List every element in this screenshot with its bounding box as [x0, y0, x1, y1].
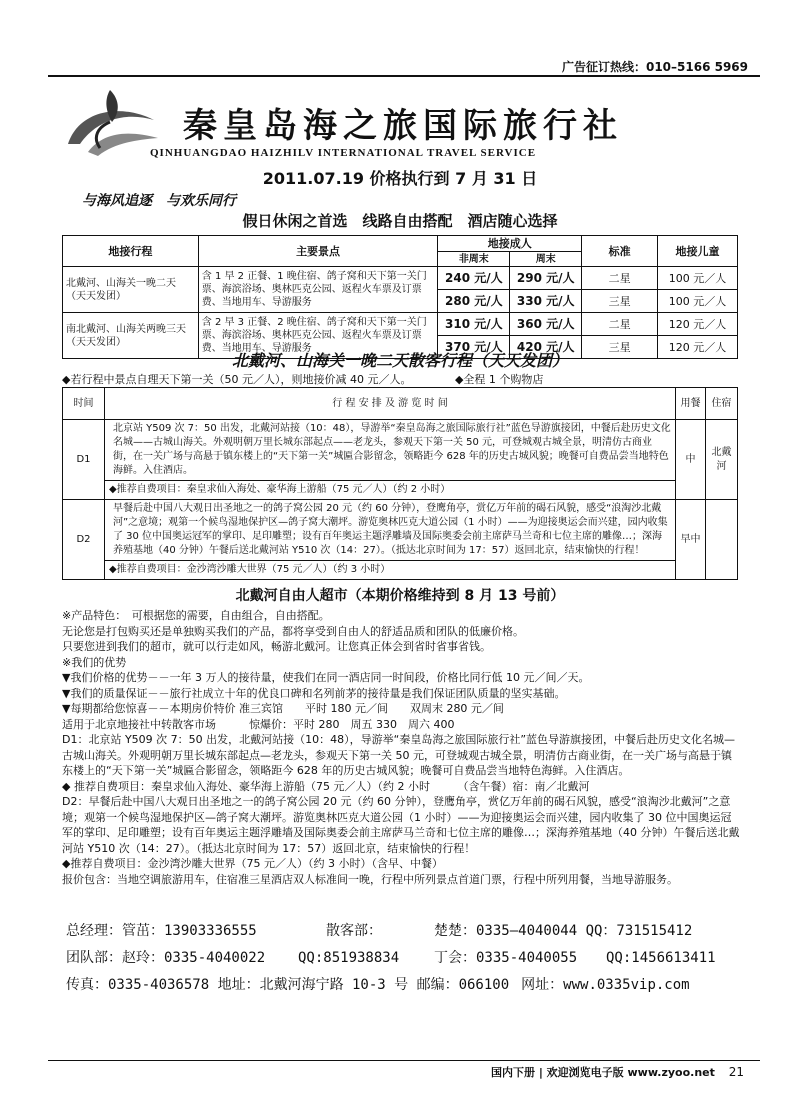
header-route: 地接行程	[63, 236, 199, 267]
day-schedule: 早餐后赴中国八大观日出圣地之一的鸽子窝公园 20 元（约 60 分钟），登鹰角亭，赏亿万年前的碣石风貌，感受“浪淘沙北戴河”之意境；观第一个候鸟湿地保护区—鸽子窝大潮坪。游览奥林匹克大道公园（1 小时）——为迎接奥运会而兴建，园内收集了 30 位中国奥运冠军的掌印、足印雕塑；设有百年奥运主题浮雕墙及国际奥委会前主席萨马兰奇和七位主席的雕像…；深海养殖基地（40 分钟）午餐后送北戴河站 Y510 次（14：27）。（抵达北京时间为 17：57）返回北京，结束愉快的行程！	[104, 500, 675, 561]
contact-team: 团队部：赵玲：0335-4040022	[66, 950, 266, 966]
detail-line: 只要您进到我们的超市，就可以行走如风，畅游北戴河。让您真正体会到省时省事省钱。	[62, 640, 491, 653]
route-name: 南北戴河、山海关两晚三天（天天发团）	[63, 313, 199, 359]
detail-line: D1：北京站 Y509 次 7：50 出发，北戴河站接（10：48），导游举“秦皇岛海之旅国际旅行社”蓝色导游旗接团，中餐后赴历史文化名城—古城山海关。外观明朝万里长城东部起点—老龙头，参观天下第一关 50 元，可登城观古城全景，明清仿古商业街，在一关广场与高悬于镇东楼上的“天下第一关”城匾合影留念，领略距今 628 年的历史古城风貌；晚餐可自费品尝当地特色海鲜。入住酒店。	[62, 733, 736, 777]
contact-dinghui-qq: QQ:1456613411	[606, 950, 716, 966]
day-meal: 中	[676, 420, 706, 500]
price-weekend: 330 元/人	[510, 290, 582, 313]
table-row	[63, 267, 738, 290]
itinerary-table	[62, 387, 738, 580]
header-adult: 地接成人	[438, 236, 582, 252]
price-table	[62, 235, 738, 359]
day-label: D2	[63, 500, 105, 580]
day-extra: ◆推荐自费项目：秦皇求仙入海处、豪华海上游船（75 元／人）（约 2 小时）	[104, 481, 675, 500]
header-stay: 住宿	[705, 388, 737, 420]
header-weekend: 周末	[510, 252, 582, 267]
price-weekday: 310 元/人	[438, 313, 510, 336]
tour-title: 北戴河、山海关一晚二天散客行程（天天发团）	[231, 351, 568, 370]
header-sights: 主要景点	[198, 236, 438, 267]
detail-line: ◆推荐自费项目：金沙湾沙雕大世界（75 元／人）（约 3 小时）（含早、中餐）	[62, 857, 443, 870]
contact-chuchu: 楚楚：0335—4040044 QQ：731515412	[434, 923, 693, 939]
detail-line: 报价包含：当地空调旅游用车，住宿准三星酒店双人标准间一晚，行程中所列景点首道门票，行程中所列用餐，当地导游服务。	[62, 872, 678, 886]
table-row	[63, 561, 738, 580]
contact-row	[66, 918, 746, 945]
page-number: 21	[728, 1065, 744, 1079]
header-time: 时间	[63, 388, 105, 420]
day-label: D1	[63, 420, 105, 500]
hotel-standard: 二星	[582, 267, 658, 290]
package-details	[62, 608, 742, 887]
day-stay: 北戴河	[705, 420, 737, 500]
tour-note-shopping: ◆全程 1 个购物店	[454, 373, 544, 386]
header-standard: 标准	[582, 236, 658, 267]
detail-line: ▼我们的质量保证－－旅行社成立十年的优良口碑和名列前茅的接待量是我们保证团队质量的坚实基础。	[62, 686, 566, 700]
detail-line: ※产品特色： 可根据您的需要，自由组合，自由搭配。	[62, 609, 330, 622]
contact-block	[66, 918, 746, 999]
detail-line: ※我们的优势	[62, 655, 127, 669]
contact-manager: 总经理：管茁：13903336555	[66, 923, 257, 939]
child-price: 100 元／人	[658, 290, 738, 313]
page-footer	[491, 1064, 744, 1080]
day-extra: ◆推荐自费项目：金沙湾沙雕大世界（75 元／人）（约 3 小时）	[104, 561, 675, 580]
day-meal: 早中	[676, 500, 706, 580]
table-row	[63, 500, 738, 561]
footer-text: 国内下册 | 欢迎浏览电子版 www.zyoo.net	[490, 1066, 715, 1079]
contact-team-qq: QQ:851938834	[298, 950, 400, 966]
price-weekend: 360 元/人	[510, 313, 582, 336]
slogan-primary: 与海风追逐 与欢乐同行	[82, 193, 236, 209]
route-sights: 含 2 早 3 正餐、2 晚住宿、鸽子窝和天下第一关门票、海滨浴场、奥林匹克公园、返程火车票及订票费、当地用车、导游服务	[198, 313, 438, 359]
tour-notes	[62, 371, 583, 387]
ad-hotline: 广告征订热线：010–5166 5969	[561, 60, 748, 74]
footer-divider	[48, 1060, 760, 1061]
day-schedule: 北京站 Y509 次 7：50 出发，北戴河站接（10：48），导游举“秦皇岛海之旅国际旅行社”蓝色导游旗接团，中餐后赴历史文化名城——古城山海关。外观明朝万里长城东部起点——老龙头，参观天下第一关 50 元，可登城观古城全景，明清仿古商业街，在一关广场与高悬于镇东楼上的“天下第一关”城匾合影留念，领略距今 628 年的历史古城风貌；晚餐可自费品尝当地特色海鲜。入住酒店。	[104, 420, 675, 481]
child-price: 120 元／人	[658, 336, 738, 359]
detail-line: ▼我们价格的优势－－一年 3 万人的接待量，使我们在同一酒店同一时间段，价格比同行低 10 元／间／天。	[62, 671, 590, 684]
route-sights: 含 1 早 2 正餐、1 晚住宿、鸽子窝和天下第一关门票、海滨浴场、奥林匹克公园、返程火车票及订票费、当地用车、导游服务	[198, 267, 438, 313]
hotel-standard: 三星	[582, 336, 658, 359]
detail-line: ◆ 推荐自费项目：秦皇求仙入海处、豪华海上游船（75 元／人）（约 2 小时 （含午餐）宿：南／北戴河	[62, 779, 590, 793]
table-row	[63, 420, 738, 481]
child-price: 100 元／人	[658, 267, 738, 290]
header-child: 地接儿童	[658, 236, 738, 267]
child-price: 120 元／人	[658, 313, 738, 336]
detail-line: ▼每期都给您惊喜－－本期房价特价 准三宾馆 平时 180 元／间 双周末 280 元／间	[62, 702, 504, 715]
contact-dinghui: 丁会：0335-4040055	[434, 950, 578, 966]
detail-line: 无论您是打包购买还是单独购买我们的产品，都将享受到自由人的舒适品质和团队的低廉价格。	[62, 624, 524, 638]
contact-website[interactable]: 网址：www.0335vip.com	[521, 977, 690, 993]
hotel-standard: 三星	[582, 290, 658, 313]
company-name-cn: 秦皇岛海之旅国际旅行社	[183, 106, 623, 146]
slogan-secondary: 假日休闲之首选 线路自由搭配 酒店随心选择	[242, 212, 558, 230]
contact-fax-address: 传真：0335-4036578 地址：北戴河海宁路 10-3 号 邮编：066100	[66, 977, 510, 993]
day-stay	[705, 500, 737, 580]
table-row	[63, 313, 738, 336]
header-schedule: 行 程 安 排 及 游 览 时 间	[104, 388, 675, 420]
price-weekday: 240 元/人	[438, 267, 510, 290]
price-weekday: 370 元/人	[438, 336, 510, 359]
free-package-title: 北戴河自由人超市（本期价格维持到 8 月 13 号前）	[235, 588, 565, 604]
header-weekday: 非周末	[438, 252, 510, 267]
contact-dept-label: 散客部：	[326, 923, 382, 939]
company-name-en: QINHUANGDAO HAIZHILV INTERNATIONAL TRAVEL SERVICE	[150, 147, 537, 159]
hotel-standard: 二星	[582, 313, 658, 336]
price-validity: 2011.07.19 价格执行到 7 月 31 日	[262, 169, 538, 188]
contact-row	[66, 945, 746, 972]
detail-line: D2：早餐后赴中国八大观日出圣地之一的鸽子窝公园 20 元（约 60 分钟），登鹰角亭，赏亿万年前的碣石风貌，感受“浪淘沙北戴河”之意境；观第一个候鸟湿地保护区—鸽子窝大潮坪。游览奥林匹克大道公园（1 小时）——为迎接奥运会而兴建，园内收集了 30 位中国奥运冠军的掌印、足印雕塑；设有百年奥运主题浮雕墙及国际奥委会前主席萨马兰奇和七位主席的雕像…；深海养殖基地（40 分钟）午餐后送北戴河站 Y510 次（14：27）。（抵达北京时间为 17：57）返回北京，结束愉快的行程！	[62, 795, 740, 855]
price-weekend: 420 元/人	[510, 336, 582, 359]
tour-note-price: ◆若行程中景点自理天下第一关（50 元／人），则地接价减 40 元／人。	[62, 373, 412, 386]
company-header	[58, 82, 748, 162]
contact-row	[66, 972, 746, 999]
detail-line: 适用于北京地接社中转散客市场 惊爆价：平时 280 周五 330 周六 400	[62, 717, 455, 731]
header-meal: 用餐	[676, 388, 706, 420]
route-name: 北戴河、山海关一晚二天（天天发团）	[63, 267, 199, 313]
table-row	[63, 481, 738, 500]
price-weekend: 290 元/人	[510, 267, 582, 290]
price-weekday: 280 元/人	[438, 290, 510, 313]
